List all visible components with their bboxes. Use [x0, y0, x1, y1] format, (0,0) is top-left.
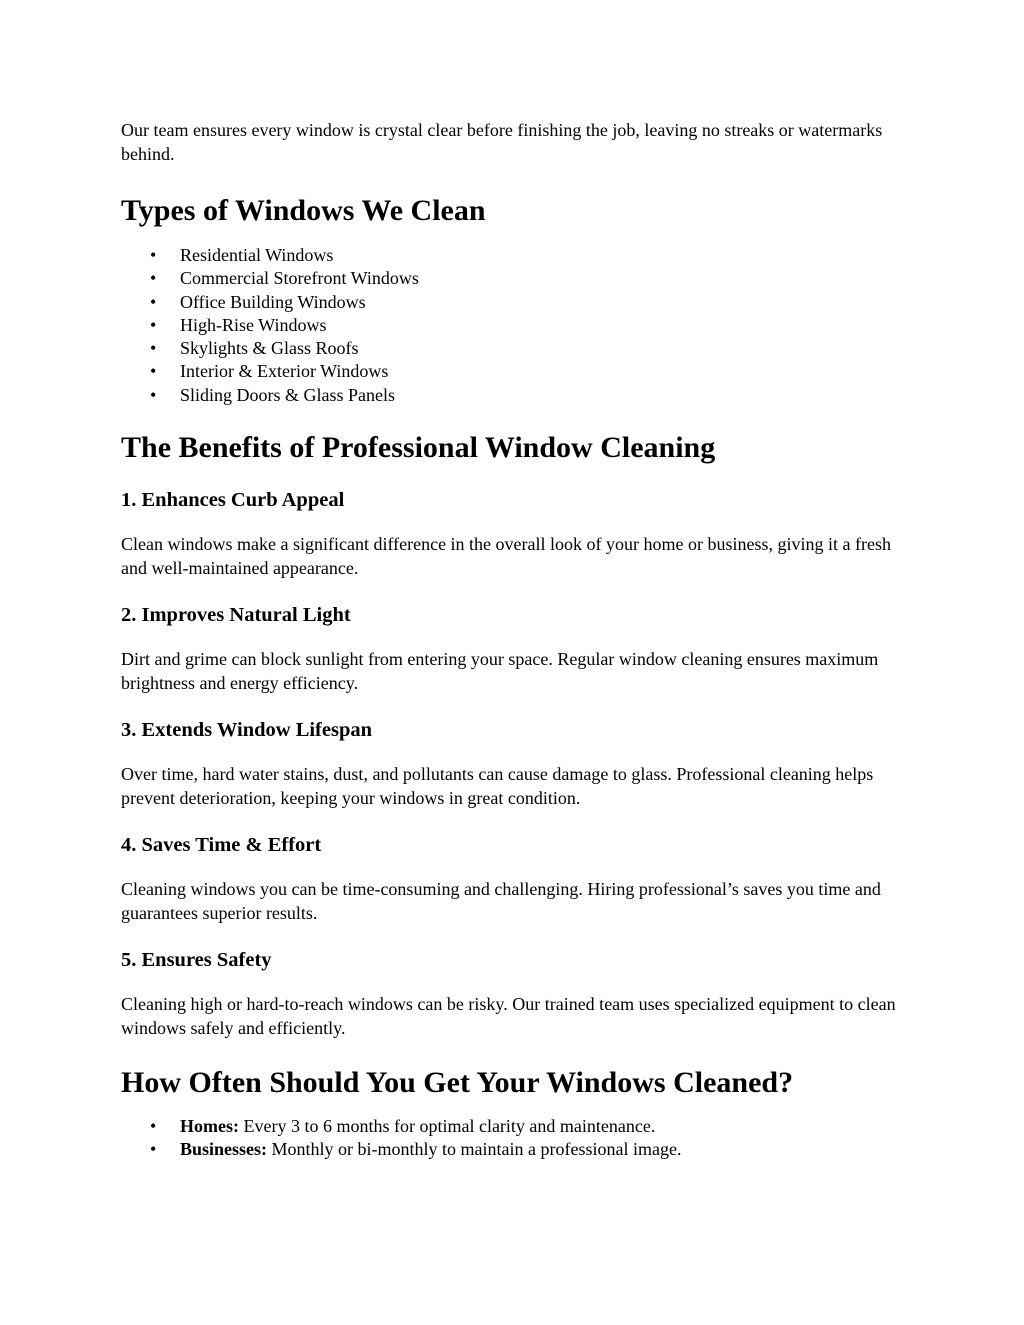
list-item — [121, 1138, 911, 1161]
frequency-text: Every 3 to 6 months for optimal clarity and maintenance. — [238, 1116, 656, 1137]
benefit-text: Clean windows make a significant difference in the overall look of your home or business, giving it a fresh and well-maintained appearance. — [121, 534, 891, 578]
list-item: • High-Rise Windows — [121, 314, 911, 337]
frequency-label: Homes: — [180, 1116, 239, 1137]
benefit-title: 3. Extends Window Lifespan — [121, 719, 373, 742]
benefits-heading: The Benefits of Professional Window Cleaning — [121, 431, 716, 465]
benefit-text: Over time, hard water stains, dust, and pollutants can cause damage to glass. Professional cleaning helps prevent deterioration, keeping your windows in great condition. — [121, 764, 874, 808]
list-item: • Residential Windows — [121, 244, 911, 267]
types-list — [121, 244, 911, 407]
frequency-text: Monthly or bi-monthly to maintain a professional image. — [267, 1139, 682, 1160]
frequency-list — [121, 1115, 911, 1162]
list-item: • Commercial Storefront Windows — [121, 267, 911, 290]
list-item: • Sliding Doors & Glass Panels — [121, 384, 911, 407]
frequency-label: Businesses: — [180, 1139, 268, 1160]
benefit-text: Cleaning windows you can be time-consuming and challenging. Hiring professional’s saves you time and guarantees superior results. — [121, 879, 881, 923]
benefit-title: 5. Ensures Safety — [121, 949, 272, 972]
frequency-heading: How Often Should You Get Your Windows Cleaned? — [121, 1066, 794, 1100]
document-page — [121, 119, 911, 1162]
benefit-title: 1. Enhances Curb Appeal — [121, 489, 345, 512]
types-heading: Types of Windows We Clean — [121, 194, 486, 227]
list-item: • Skylights & Glass Roofs — [121, 337, 911, 360]
list-item: • Office Building Windows — [121, 291, 911, 314]
benefit-text: Dirt and grime can block sunlight from entering your space. Regular window cleaning ensures maximum brightness and energy efficiency. — [121, 649, 879, 693]
list-item: • Interior & Exterior Windows — [121, 360, 911, 383]
benefit-title: 4. Saves Time & Effort — [121, 834, 322, 857]
intro-paragraph: Our team ensures every window is crystal clear before finishing the job, leaving no streaks or watermarks behind. — [121, 120, 883, 164]
benefit-text: Cleaning high or hard-to-reach windows can be risky. Our trained team uses specialized equipment to clean windows safely and efficiently. — [121, 994, 896, 1038]
list-item — [121, 1115, 911, 1138]
benefit-title: 2. Improves Natural Light — [121, 604, 351, 627]
